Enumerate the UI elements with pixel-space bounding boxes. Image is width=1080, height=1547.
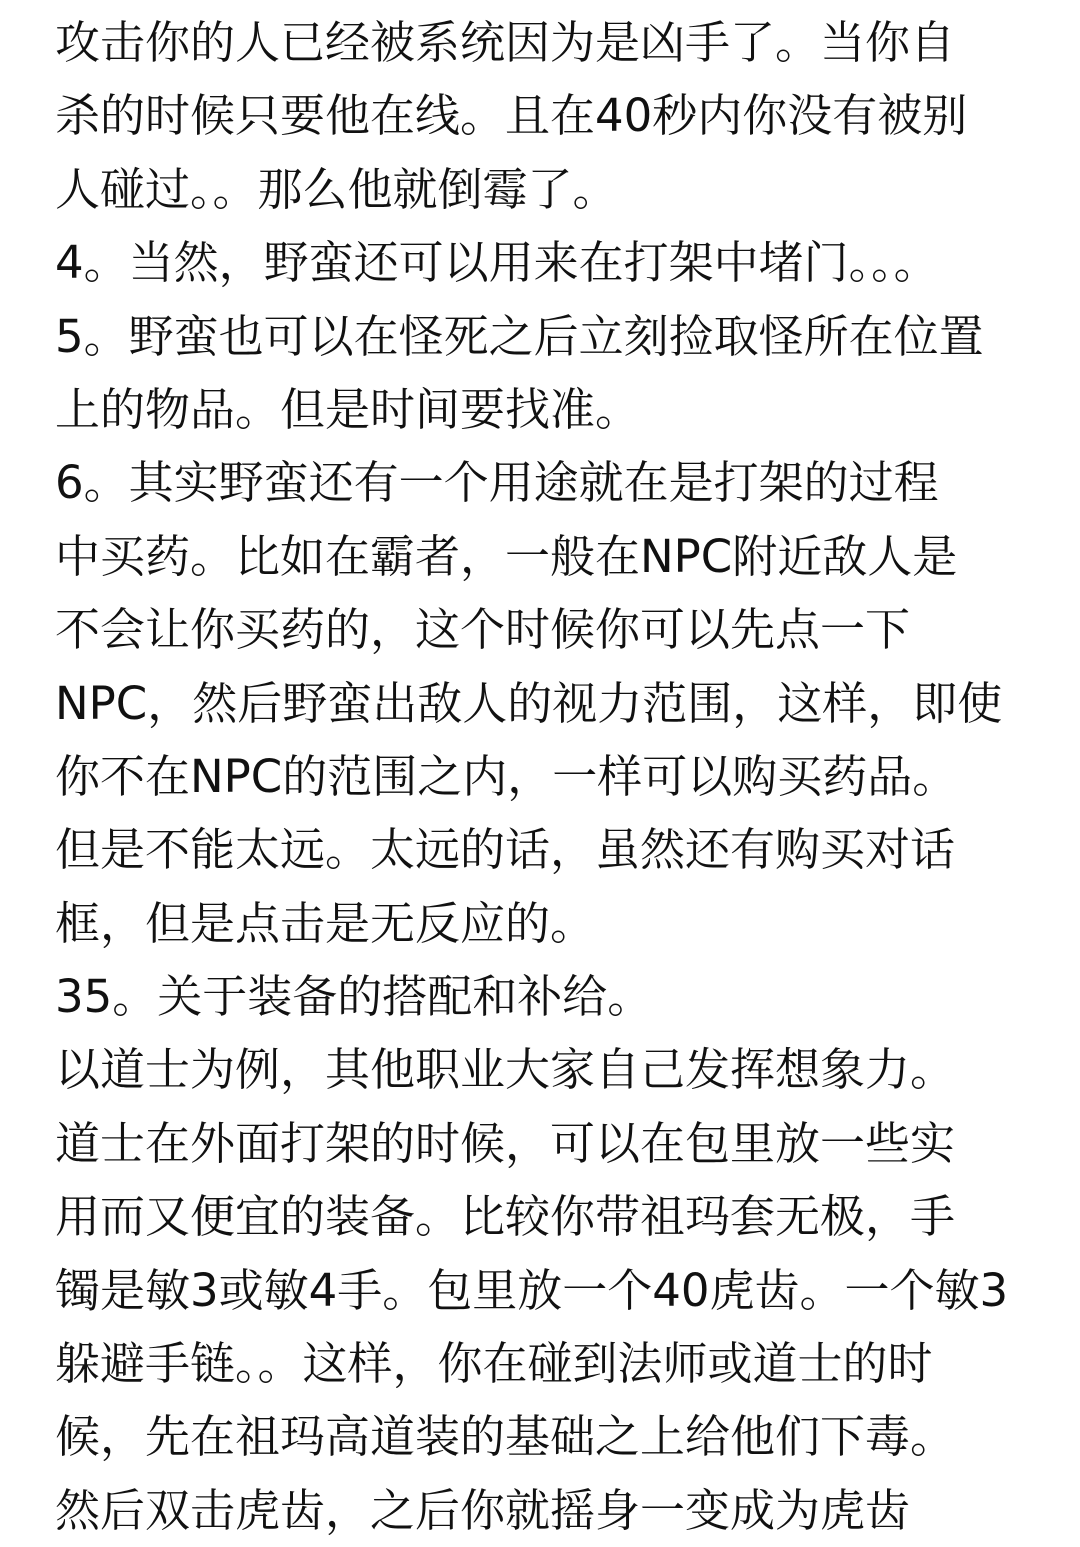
text-line: 35。关于装备的搭配和补给。: [55, 970, 653, 1024]
text-line: 5。野蛮也可以在怪死之后立刻捡取怪所在位置: [55, 309, 984, 363]
text-line: 4。当然，野蛮还可以用来在打架中堵门。。。: [55, 236, 939, 290]
text-line: 镯是敏3或敏4手。包里放一个40虎齿。一个敏3: [55, 1263, 1009, 1317]
text-line: 你不在NPC的范围之内，一样可以购买药品。: [55, 749, 958, 803]
text-line: 用而又便宜的装备。比较你带祖玛套无极，手: [55, 1190, 956, 1244]
text-line: 躲避手链。。这样，你在碰到法师或道士的时: [55, 1337, 933, 1391]
text-line: 以道士为例，其他职业大家自己发挥想象力。: [55, 1043, 956, 1097]
text-line: NPC，然后野蛮出敌人的视力范围，这样，即使: [55, 676, 1003, 730]
document-page: [55, 6, 1035, 1547]
text-line: 人碰过。。那么他就倒霉了。: [55, 162, 618, 216]
text-line: 中买药。比如在霸者，一般在NPC附近敌人是: [55, 529, 958, 583]
text-line: 杀的时候只要他在线。且在40秒内你没有被别: [55, 89, 968, 143]
text-line: 然后双击虎齿，之后你就摇身一变成为虎齿: [55, 1483, 911, 1537]
text-line: 不会让你买药的，这个时候你可以先点一下: [55, 603, 911, 657]
text-line: 道士在外面打架的时候，可以在包里放一些实: [55, 1116, 956, 1170]
text-line: 攻击你的人已经被系统因为是凶手了。当你自: [55, 16, 956, 69]
text-line: 框，但是点击是无反应的。: [55, 896, 596, 950]
text-line: 候，先在祖玛高道装的基础之上给他们下毒。: [55, 1410, 956, 1464]
text-line: 上的物品。但是时间要找准。: [55, 382, 641, 436]
text-line: 但是不能太远。太远的话，虽然还有购买对话: [55, 823, 956, 877]
text-line: 6。其实野蛮还有一个用途就在是打架的过程: [55, 456, 939, 510]
